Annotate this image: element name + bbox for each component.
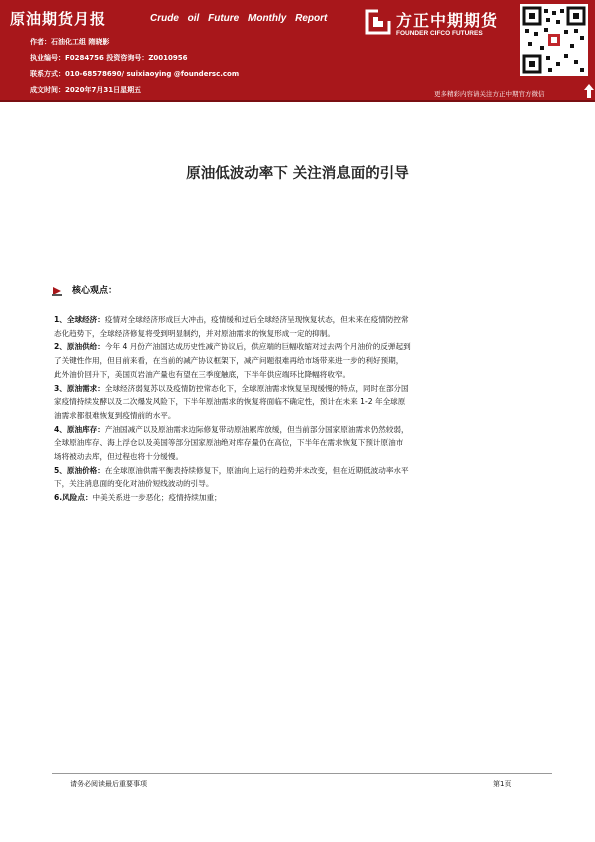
page-number: 第1页 bbox=[493, 780, 512, 788]
footer-divider bbox=[52, 773, 552, 774]
logo-mark-icon bbox=[364, 8, 392, 36]
paragraph-line: 场将被动去库，但过程也将十分缓慢。 bbox=[54, 452, 184, 462]
report-type-subtitle: Crude oil Future Monthly Report bbox=[150, 13, 328, 24]
report-body bbox=[54, 313, 554, 505]
core-views-heading bbox=[52, 283, 117, 296]
paragraph-line: 家疫情持续发酵以及二次爆发风险下，下半年原油需求的恢复将面临不确定性，预计在未来 1-2 年全球原 bbox=[54, 397, 406, 407]
paragraph-line: 了关键性作用，但目前来看，在当前的减产协议框架下，减产问题很难再给市场带来进一步的利好预期， bbox=[54, 356, 404, 366]
paragraph-line: 下，关注消息面的变化对油价短线波动的引导。 bbox=[54, 479, 214, 489]
paragraph-lead: 3、原油需求： bbox=[54, 383, 105, 393]
paragraph-lead: 2、原油供给： bbox=[54, 342, 105, 352]
logo-english-name: FOUNDER CIFCO FUTURES bbox=[396, 30, 483, 37]
logo-chinese-name: 方正中期期货 bbox=[396, 11, 499, 30]
paragraph-lead: 4、原油库存： bbox=[54, 424, 105, 434]
company-logo bbox=[364, 8, 514, 42]
paragraph-line: 全球原油库存、海上浮仓以及美国等部分国家原油绝对库存量仍在高位，下半年在需求恢复下预计原油市 bbox=[54, 438, 404, 448]
paragraph-economy bbox=[54, 313, 554, 340]
paragraph-supply bbox=[54, 340, 554, 381]
paragraph-lead: 1、全球经济： bbox=[54, 315, 105, 324]
paragraph-line: 油需求都很难恢复到疫情前的水平。 bbox=[54, 410, 176, 420]
paragraph-demand bbox=[54, 382, 554, 423]
paragraph-line: 中美关系进一步恶化；疫情持续加重； bbox=[92, 493, 222, 503]
paragraph-lead: 6.风险点： bbox=[54, 493, 93, 503]
contact-info: 联系方式：010-68578690/ suixiaoying @foundersc.com bbox=[30, 70, 240, 78]
paragraph-line: 态化趋势下，全球经济修复将受到明显制约，并对原油需求的恢复形成一定的抑制。 bbox=[54, 328, 335, 338]
paragraph-line: 疫情对全球经济形成巨大冲击，疫情缓和过后全球经济呈现恢复状态，但未来在疫情防控常 bbox=[104, 315, 409, 324]
paragraph-inventory bbox=[54, 423, 554, 464]
footer-disclaimer: 请务必阅读最后重要事项 bbox=[70, 780, 147, 788]
paragraph-lead: 5、原油价格： bbox=[54, 465, 105, 475]
qr-code-icon bbox=[520, 4, 588, 76]
report-header bbox=[0, 0, 595, 100]
paragraph-price bbox=[54, 464, 554, 491]
license-numbers: 执业编号：F0284756 投资咨询号：Z0010956 bbox=[30, 54, 188, 62]
report-type-title: 原油期货月报 bbox=[10, 10, 107, 28]
paragraph-risk bbox=[54, 491, 554, 505]
report-date: 成文时间：2020年7月31日星期五 bbox=[30, 86, 142, 94]
paragraph-line: 在全球原油供需平衡表持续修复下，原油向上运行的趋势并未改变，但在近期低波动率水平 bbox=[104, 465, 409, 475]
paragraph-line: 全球经济弱复苏以及疫情防控常态化下，全球原油需求恢复呈现缓慢的特点，同时在部分国 bbox=[104, 383, 409, 393]
authors: 作者：石油化工组 隋晓影 bbox=[30, 38, 110, 46]
paragraph-line: 产油国减产以及原油需求边际修复带动原油累库放缓，但当前部分国家原油需求仍然较弱， bbox=[104, 424, 409, 434]
bullet-icon bbox=[52, 286, 62, 296]
follow-wechat-note: 更多精彩内容请关注方正中期官方微信 bbox=[434, 90, 545, 98]
paragraph-line: 今年 4 月份产油国达成历史性减产协议后，供应端的巨幅收缩对过去两个月油价的反弹起到 bbox=[104, 342, 411, 352]
core-views-label: 核心观点： bbox=[72, 286, 118, 296]
paragraph-line: 此外油价回升下，美国页岩油产量也有望在三季度触底，下半年供应端环比降幅将收窄。 bbox=[54, 369, 351, 379]
document-title: 原油低波动率下 关注消息面的引导 bbox=[186, 166, 409, 182]
up-arrow-icon bbox=[584, 84, 594, 98]
header-divider bbox=[0, 100, 595, 102]
